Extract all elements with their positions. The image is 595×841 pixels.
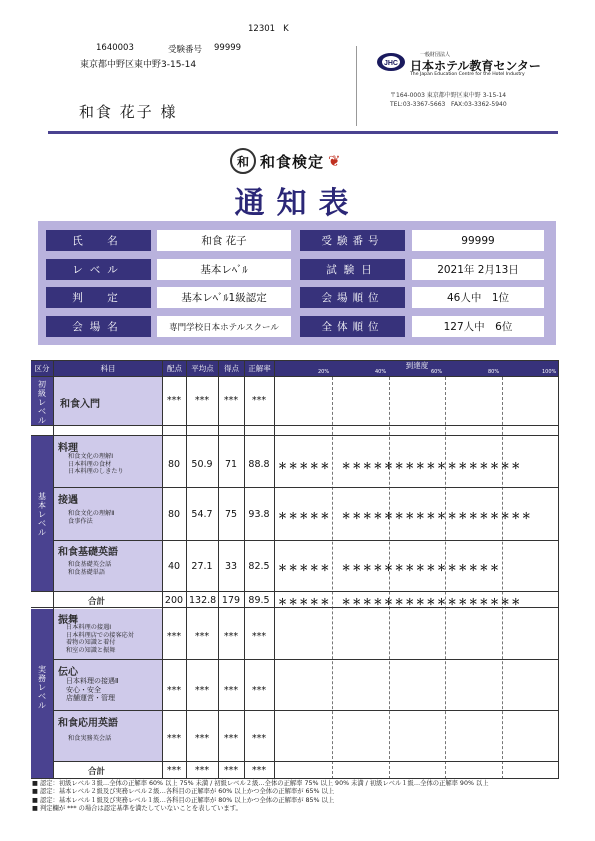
- info-label-overall-rank: 全体順位: [300, 316, 405, 337]
- english-haiten: 40: [167, 561, 181, 572]
- note-line: ■ 判定欄が *** の場合は認定基準を満たしていないことを表しています。: [32, 804, 242, 812]
- info-label-venue-rank: 会場順位: [300, 287, 405, 308]
- english-progress-stars: ＊＊＊＊＊ ＊＊＊＊＊＊＊＊＊＊＊＊＊＊＊: [278, 564, 501, 574]
- intro-score: ***: [223, 395, 239, 406]
- furumai-rate: ***: [251, 631, 267, 642]
- subject-english: 和食基礎英語: [58, 547, 118, 558]
- settai-haiten: 80: [167, 509, 181, 520]
- info-label-name: 氏 名: [46, 230, 151, 251]
- subject-furumai: 振舞: [58, 615, 78, 626]
- subject-settai: 接遇: [58, 495, 78, 506]
- hline-basic-top: [31, 435, 559, 436]
- header-separator: [48, 131, 558, 134]
- category-basic: 基本レベル: [38, 492, 46, 537]
- brand: [230, 148, 370, 174]
- practical-total-rate: ***: [251, 765, 267, 776]
- hline-bottom: [31, 778, 559, 779]
- info-value-level: 基本レﾍﾞﾙ: [157, 259, 291, 280]
- hline-intro-top: [31, 376, 559, 377]
- info-value-overall-rank: 127人中 6位: [412, 316, 544, 337]
- wa-circle-icon: 和: [230, 148, 256, 174]
- maple-leaf-icon: ❦: [328, 152, 341, 170]
- furumai-score: ***: [223, 631, 239, 642]
- hline-row1: [53, 487, 559, 488]
- practical-total-score: ***: [223, 765, 239, 776]
- practical-total-avg: ***: [194, 765, 210, 776]
- org-logo: [376, 52, 406, 72]
- pct-80: 80%: [488, 369, 500, 375]
- english-rate: 82.5: [248, 561, 270, 572]
- hline-row2: [53, 540, 559, 541]
- subject-oyo-english: 和食応用英語: [58, 718, 118, 729]
- org-address: 〒164-0003 東京都中野区東中野 3-15-14: [390, 92, 507, 99]
- furumai-avg: ***: [194, 631, 210, 642]
- info-label-judgement: 判 定: [46, 287, 151, 308]
- info-value-judgement: 基本レﾍﾞﾙ1級認定: [157, 287, 291, 308]
- exam-number-label: 受験番号: [168, 45, 203, 55]
- pct-20: 20%: [318, 369, 330, 375]
- logo-text: JHC: [383, 60, 399, 67]
- progress-gridline-40: [389, 377, 390, 779]
- ryori-progress-stars: ＊＊＊＊＊ ＊＊＊＊＊＊＊＊＊＊＊＊＊＊＊＊＊: [278, 462, 522, 472]
- hdr-subject: 科目: [54, 360, 162, 376]
- ryori-haiten: 80: [167, 459, 181, 470]
- oyo-english-avg: ***: [194, 733, 210, 744]
- info-value-venue-rank: 46人中 1位: [412, 287, 544, 308]
- denshin-haiten: ***: [166, 685, 182, 696]
- vline-6: [274, 360, 275, 779]
- furumai-haiten: ***: [166, 631, 182, 642]
- info-label-exam-date: 試験日: [300, 259, 405, 280]
- total-progress-stars: ＊＊＊＊＊ ＊＊＊＊＊＊＊＊＊＊＊＊＊＊＊＊＊: [278, 598, 522, 608]
- mail-address: 東京都中野区東中野3-15-14: [80, 60, 197, 70]
- settai-score: 75: [224, 509, 238, 520]
- hdr-rate: 正解率: [245, 360, 274, 376]
- vline-right: [558, 360, 559, 779]
- hdr-haiten: 配点: [163, 360, 186, 376]
- oyo-english-score: ***: [223, 733, 239, 744]
- practical-total-label: 合計: [88, 767, 106, 777]
- basic-total-label: 合計: [88, 597, 106, 607]
- oyo-english-haiten: ***: [166, 733, 182, 744]
- total-score: 179: [221, 595, 241, 606]
- hline-prow1: [53, 659, 559, 660]
- header-divider: [356, 46, 357, 126]
- hline-prow3: [53, 761, 559, 762]
- intro-haiten: ***: [166, 395, 182, 406]
- oyo-english-rate: ***: [251, 733, 267, 744]
- exam-number: 99999: [214, 43, 242, 53]
- ryori-score: 71: [224, 459, 238, 470]
- postal-code: 1640003: [96, 43, 134, 53]
- progress-gridline-20: [332, 377, 333, 779]
- hdr-avg: 平均点: [187, 360, 218, 376]
- total-rate: 89.5: [248, 595, 270, 606]
- hline-prow2: [53, 710, 559, 711]
- english-avg: 27.1: [191, 561, 213, 572]
- settai-rate: 93.8: [248, 509, 270, 520]
- hline-top: [31, 360, 559, 361]
- intro-avg: ***: [194, 395, 210, 406]
- english-score: 33: [224, 561, 238, 572]
- subject-denshin: 伝心: [58, 667, 78, 678]
- intro-rate: ***: [251, 395, 267, 406]
- info-label-level: レベル: [46, 259, 151, 280]
- ryori-avg: 50.9: [191, 459, 213, 470]
- jhc-logo-icon: [376, 52, 406, 72]
- hdr-score: 得点: [219, 360, 244, 376]
- vline-1: [53, 360, 54, 779]
- hline-row3: [31, 591, 559, 592]
- practical-total-haiten: ***: [166, 765, 182, 776]
- detail-oyo-english: 和食実務英会話: [68, 735, 112, 742]
- recipient-name: 和食 花子 様: [79, 103, 178, 121]
- pct-60: 60%: [431, 369, 443, 375]
- info-label-exam-no: 受験番号: [300, 230, 405, 251]
- org-small: 一般財団法人: [420, 52, 451, 58]
- settai-progress-stars: ＊＊＊＊＊ ＊＊＊＊＊＊＊＊＊＊＊＊＊＊＊＊＊＊: [278, 512, 533, 522]
- info-value-venue: 専門学校日本ホテルスクール: [157, 316, 291, 337]
- denshin-rate: ***: [251, 685, 267, 696]
- denshin-score: ***: [223, 685, 239, 696]
- total-avg: 132.8: [189, 595, 217, 606]
- hline-intro-bottom: [31, 425, 559, 426]
- detail-ryori: 和食文化の理解Ⅰ 日本料理の食材 日本料理のしきたり: [68, 453, 124, 475]
- hdr-kubun: 区分: [31, 360, 53, 376]
- org-contact: TEL:03-3367-5663 FAX:03-3362-5940: [390, 101, 507, 108]
- ryori-rate: 88.8: [248, 459, 270, 470]
- note-line: ■ 認定：基本レベル２級及び実務レベル２級…各科目の正解率が 60% 以上かつ全体の正解率が 65% 以上: [32, 788, 335, 796]
- brand-name: 和食検定: [260, 152, 325, 171]
- org-name: 日本ホテル教育センター: [410, 59, 541, 73]
- hdr-progress-label: 到達度: [405, 361, 429, 370]
- subject-ryori: 料理: [58, 443, 78, 454]
- pct-40: 40%: [375, 369, 387, 375]
- progress-gridline-60: [445, 377, 446, 779]
- org-english: The Japan Education Centre for the Hotel Industry: [410, 72, 525, 77]
- category-practical: 実務レベル: [38, 665, 46, 710]
- detail-furumai: 日本料理の接遇Ⅰ 日本料理店での接客応対 着物の知識と着付 和室の知識と振舞: [66, 624, 135, 654]
- detail-denshin: 日本料理の接遇Ⅱ 安心・安全 店舗運営・管理: [66, 677, 119, 702]
- mail-code: 12301 K: [248, 24, 289, 34]
- info-value-exam-date: 2021年 2月13日: [412, 259, 544, 280]
- pct-100: 100%: [542, 369, 557, 375]
- info-value-name: 和食 花子: [157, 230, 291, 251]
- info-value-exam-no: 99999: [412, 230, 544, 251]
- note-line: ■ 認定：初級レベル３級…全体の正解率 60% 以上 75% 未満 / 初級レベル２級…全体の正解率 75% 以上 90% 未満 / 初級レベル１級…全体の正解率 90% 以上: [32, 780, 489, 787]
- detail-settai: 和食文化の理解Ⅱ 食事作法: [68, 510, 115, 525]
- vline-5: [244, 360, 245, 779]
- progress-gridline-80: [502, 377, 503, 779]
- note-line: ■ 認定：基本レベル１級及び実務レベル１級…各科目の正解率が 80% 以上かつ全体の正解率が 85% 以上: [32, 796, 335, 804]
- page-title: 通知表: [234, 186, 361, 221]
- notes: [32, 780, 489, 813]
- info-label-venue: 会場名: [46, 316, 151, 337]
- detail-english: 和食基礎英会話 和食基礎単語: [68, 561, 112, 576]
- total-haiten: 200: [164, 595, 184, 606]
- subject-intro: 和食入門: [60, 399, 100, 410]
- settai-avg: 54.7: [191, 509, 213, 520]
- category-intro: 初級レベル: [38, 380, 46, 425]
- denshin-avg: ***: [194, 685, 210, 696]
